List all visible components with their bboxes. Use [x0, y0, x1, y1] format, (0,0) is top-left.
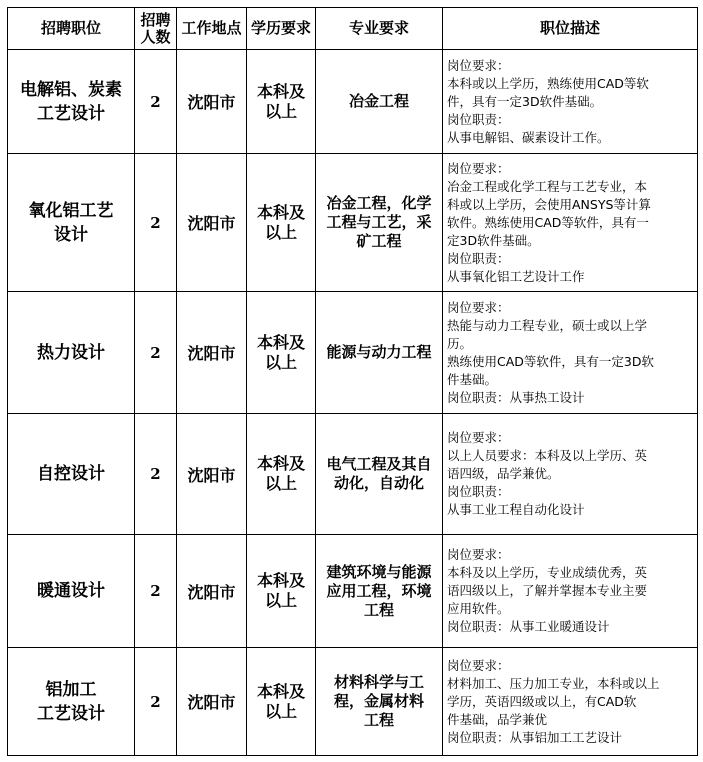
table-body — [8, 50, 698, 756]
position-cell-line: 铝加工 — [45, 679, 97, 700]
description-cell-line: 件，具有一定3D软件基础。 — [447, 93, 603, 109]
description-cell-line: 历。 — [447, 335, 473, 351]
major-cell — [316, 50, 443, 154]
major-cell — [316, 414, 443, 535]
description-cell-line: 材料加工、压力加工专业，本科或以上 — [447, 675, 660, 691]
description-cell — [443, 50, 698, 154]
header-headcount — [135, 8, 177, 50]
location-cell: 沈阳市 — [177, 414, 247, 535]
position-cell-line: 设计 — [54, 224, 88, 245]
header-headcount-line1: 招聘 — [140, 10, 171, 29]
major-cell — [316, 154, 443, 292]
major-cell-line: 工程 — [363, 600, 394, 619]
table-row — [8, 154, 698, 292]
position-cell-line: 氧化铝工艺 — [28, 200, 114, 221]
description-cell-line: 岗位要求： — [447, 57, 510, 73]
description-cell-line: 冶金工程或化学工程与工艺专业，本 — [447, 178, 648, 194]
education-cell-line: 以上 — [264, 591, 297, 610]
description-cell-line: 学历，英语四级或以上，有CAD软 — [447, 693, 637, 709]
headcount-cell: 2 — [135, 292, 177, 414]
description-cell-line: 岗位职责：从事铝加工工艺设计 — [447, 729, 623, 745]
description-cell-line: 岗位职责： — [447, 111, 510, 127]
description-cell — [443, 414, 698, 535]
location-cell: 沈阳市 — [177, 50, 247, 154]
education-cell-line: 本科及 — [256, 332, 305, 352]
position-cell-line: 工艺设计 — [37, 703, 105, 724]
education-cell-line: 以上 — [264, 352, 297, 372]
description-cell — [443, 648, 698, 756]
description-cell-line: 岗位要求： — [447, 430, 510, 445]
description-cell-line: 岗位职责： — [447, 484, 510, 499]
education-cell-line: 本科及 — [256, 571, 305, 590]
description-cell-line: 件基础。 — [447, 371, 498, 387]
education-cell-line: 以上 — [264, 474, 297, 493]
recruitment-table — [7, 7, 698, 756]
position-cell — [8, 414, 135, 535]
major-cell-line: 能源与动力工程 — [326, 343, 432, 361]
major-cell-line: 电气工程及其自 — [326, 455, 432, 473]
description-cell-line: 件基础，品学兼优 — [447, 711, 548, 727]
headcount-cell: 2 — [135, 414, 177, 535]
description-cell-line: 本科及以上学历，专业成绩优秀，英 — [447, 565, 648, 580]
education-cell — [247, 154, 316, 292]
table-row — [8, 292, 698, 414]
position-cell — [8, 648, 135, 756]
position-cell — [8, 292, 135, 414]
location-cell: 沈阳市 — [177, 292, 247, 414]
major-cell-line: 工程与工艺，采 — [326, 213, 432, 231]
education-cell-line: 本科及 — [256, 202, 305, 222]
description-cell-line: 语四级，品学兼优。 — [447, 466, 560, 481]
header-position: 招聘职位 — [8, 8, 135, 50]
description-cell-line: 岗位职责： — [447, 250, 510, 266]
major-cell-line: 动化，自动化 — [333, 474, 424, 492]
major-cell-line: 矿工程 — [356, 232, 402, 250]
table-row — [8, 50, 698, 154]
headcount-cell: 2 — [135, 535, 177, 648]
major-cell — [316, 535, 443, 648]
education-cell-line: 以上 — [264, 701, 297, 721]
location-cell: 沈阳市 — [177, 535, 247, 648]
education-cell-line: 本科及 — [256, 681, 305, 701]
headcount-cell: 2 — [135, 648, 177, 756]
description-cell-line: 应用软件。 — [447, 601, 510, 616]
description-cell-line: 从事电解铝、碳素设计工作。 — [447, 129, 610, 145]
headcount-cell: 2 — [135, 154, 177, 292]
position-cell-line: 热力设计 — [37, 342, 105, 363]
header-description: 职位描述 — [443, 8, 698, 50]
education-cell-line: 本科及 — [256, 81, 305, 101]
description-cell — [443, 154, 698, 292]
major-cell-line: 建筑环境与能源 — [326, 562, 432, 581]
header-major: 专业要求 — [316, 8, 443, 50]
description-cell-line: 以上人员要求：本科及以上学历、英 — [447, 448, 648, 463]
description-cell-line: 岗位要求： — [447, 657, 510, 673]
major-cell-line: 冶金工程，化学 — [326, 194, 432, 212]
header-location: 工作地点 — [177, 8, 247, 50]
description-cell-line: 热能与动力工程专业，硕士或以上学 — [447, 317, 648, 333]
table-row — [8, 535, 698, 648]
major-cell-line: 材料科学与工 — [333, 673, 424, 691]
description-cell-line: 定3D软件基础。 — [447, 232, 540, 248]
major-cell-line: 程，金属材料 — [333, 692, 424, 710]
table-row — [8, 648, 698, 756]
education-cell-line: 本科及 — [256, 454, 305, 473]
header-headcount-line2: 人数 — [140, 27, 171, 46]
headcount-cell: 2 — [135, 50, 177, 154]
education-cell — [247, 648, 316, 756]
description-cell-line: 语四级以上，了解并掌握本专业主要 — [447, 583, 648, 598]
position-cell — [8, 154, 135, 292]
major-cell — [316, 292, 443, 414]
description-cell — [443, 535, 698, 648]
description-cell-line: 科或以上学历，会使用ANSYS等计算 — [447, 196, 651, 212]
position-cell-line: 自控设计 — [37, 464, 105, 484]
education-cell-line: 以上 — [264, 222, 297, 242]
education-cell — [247, 50, 316, 154]
education-cell — [247, 414, 316, 535]
description-cell-line: 岗位要求： — [447, 547, 510, 562]
description-cell-line: 软件。熟练使用CAD等软件，具有一 — [447, 214, 649, 230]
position-cell — [8, 535, 135, 648]
description-cell-line: 岗位要求： — [447, 160, 510, 176]
header-row — [8, 8, 698, 50]
major-cell-line: 工程 — [363, 711, 394, 729]
major-cell — [316, 648, 443, 756]
location-cell: 沈阳市 — [177, 154, 247, 292]
description-cell-line: 岗位职责：从事热工设计 — [447, 389, 585, 405]
major-cell-line: 应用工程，环境 — [326, 581, 432, 600]
position-cell-line: 暖通设计 — [37, 581, 105, 601]
description-cell-line: 从事工业工程自动化设计 — [447, 502, 585, 517]
location-cell: 沈阳市 — [177, 648, 247, 756]
description-cell-line: 岗位要求： — [447, 299, 510, 315]
header-education: 学历要求 — [247, 8, 316, 50]
description-cell-line: 本科或以上学历，熟练使用CAD等软 — [447, 75, 649, 91]
description-cell-line: 岗位职责：从事工业暖通设计 — [447, 619, 610, 634]
position-cell-line: 工艺设计 — [37, 103, 105, 124]
table-row — [8, 414, 698, 535]
education-cell-line: 以上 — [264, 101, 297, 121]
description-cell-line: 从事氧化铝工艺设计工作 — [447, 268, 585, 284]
description-cell — [443, 292, 698, 414]
education-cell — [247, 535, 316, 648]
position-cell-line: 电解铝、炭素 — [20, 79, 122, 100]
education-cell — [247, 292, 316, 414]
position-cell — [8, 50, 135, 154]
description-cell-line: 熟练使用CAD等软件，具有一定3D软 — [447, 353, 654, 369]
major-cell-line: 冶金工程 — [348, 92, 409, 110]
